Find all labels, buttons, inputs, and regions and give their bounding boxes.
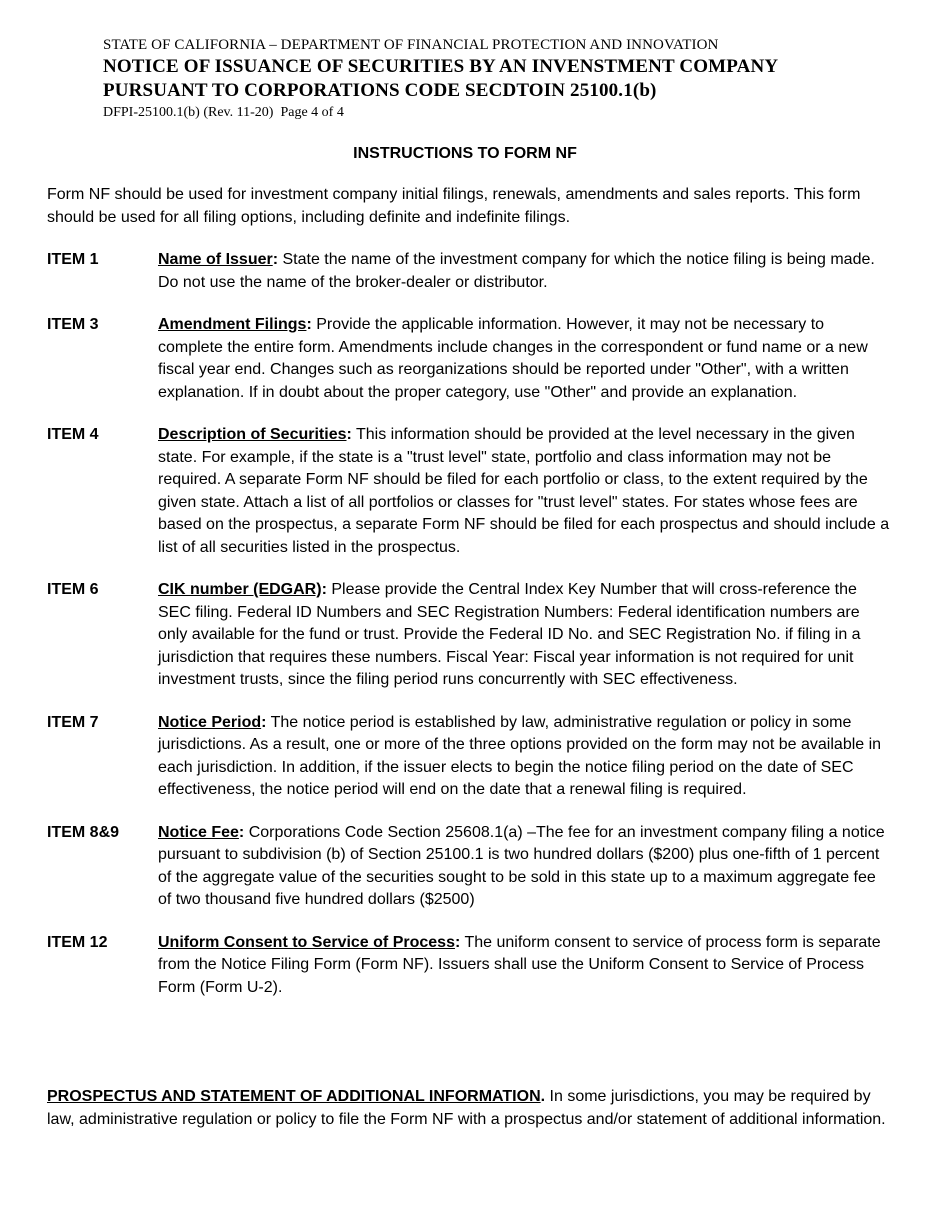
form-title-line-2: PURSUANT TO CORPORATIONS CODE SECDTOIN 25100.1(b) [103,80,657,101]
item-heading-text: CIK number (EDGAR) [158,581,322,598]
item-description: The uniform consent to service of process form is separate from the Notice Filing Form (Form NF). Issuers shall use the Uniform Consent to Service of Process Form (Form U-2). [158,933,881,996]
item-body [158,579,892,692]
item-label: ITEM 6 [47,581,99,598]
item-description: The notice period is established by law, administrative regulation or policy in some jurisdictions. As a result, one or more of the three options provided on the form may not be available in each jurisdiction. In addition, if the issuer elects to begin the notice filing period on the date of SEC effectiveness, the notice period will end on the date that a renewal filing is required. [158,713,882,798]
item-label: ITEM 3 [47,316,99,333]
item-description: State the name of the investment company for which the notice filing is being made. Do not use the name of the broker-dealer or distributor. [158,251,875,291]
item-label: ITEM 12 [47,933,108,951]
item-body [158,932,892,1000]
item-heading: Notice Fee: [158,823,245,841]
prospectus-paragraph [47,1086,887,1131]
item-1 [47,249,892,294]
prospectus-description: In some jurisdictions, you may be required by law, administrative regulation or policy to file the Form NF with a prospectus and/or statement of additional information. [47,1088,886,1128]
item-8-9 [47,822,892,912]
form-title-line-1: NOTICE OF ISSUANCE OF SECURITIES BY AN INVENSTMENT COMPANY [103,56,779,77]
form-id: DFPI-25100.1(b) (Rev. 11-20) [103,105,274,120]
item-heading: Uniform Consent to Service of Process: [158,933,461,951]
agency-name: STATE OF CALIFORNIA – DEPARTMENT OF FINANCIAL PROTECTION AND INNOVATION [103,37,719,53]
item-body [158,822,892,912]
instructions-title: INSTRUCTIONS TO FORM NF [353,145,577,162]
prospectus-heading: PROSPECTUS AND STATEMENT OF ADDITIONAL INFORMATION. [47,1088,546,1105]
item-heading: Description of Securities: [158,426,352,443]
item-description: This information should be provided at the level necessary in the given state. For example, if the state is a "trust level" state, portfolio and class information may not be required. A separate Form NF should be filed for each portfolio or class, to the extent required by the given state. Attach a list of all portfolios or classes for "trust level" states. For states whose fees are based on the prospectus, a separate Form NF should be filed for each prospectus and should include a list of all securities listed in the prospectus. [158,426,890,556]
item-4 [47,424,892,559]
item-heading-text: Notice Fee [158,823,239,841]
item-heading-text: Notice Period [158,713,262,731]
item-heading: Amendment Filings: [158,316,312,333]
items-list [47,249,892,1019]
item-heading-text: Description of Securities [158,426,347,443]
item-3 [47,314,892,404]
item-label: ITEM 1 [47,251,99,268]
item-body [158,424,892,559]
item-heading-text: Uniform Consent to Service of Process [158,933,455,951]
item-body [158,712,892,802]
item-6 [47,579,892,692]
item-label: ITEM 7 [47,713,99,731]
item-12 [47,932,892,1000]
item-heading-text: Name of Issuer [158,251,273,268]
page-info: Page 4 of 4 [280,105,344,120]
item-7 [47,712,892,802]
item-heading: Notice Period: [158,713,267,731]
intro-paragraph: Form NF should be used for investment company initial filings, renewals, amendments and sales reports. This form should be used for all filing options, including definite and indefinite filings. [47,186,861,226]
item-label: ITEM 8&9 [47,823,120,841]
item-body [158,314,892,404]
item-body [158,249,892,294]
item-label: ITEM 4 [47,426,99,443]
item-description: Provide the applicable information. However, it may not be necessary to complete the entire form. Amendments include changes in the correspondent or fund name or a new fiscal year end. Changes such as reorganizations should be reported under "Other", with a written explanation. If in doubt about the proper category, use "Other" and provide an explanation. [158,316,868,401]
form-header [103,36,778,123]
item-heading: CIK number (EDGAR): [158,581,327,598]
item-heading-text: Amendment Filings [158,316,307,333]
item-heading: Name of Issuer: [158,251,279,268]
prospectus-heading-text: PROSPECTUS AND STATEMENT OF ADDITIONAL INFORMATION [47,1088,541,1105]
item-description: Please provide the Central Index Key Number that will cross-reference the SEC filing. Federal ID Numbers and SEC Registration Numbers: Federal identification numbers are only available for the fund or trust. Provide the Federal ID No. and SEC Registration No. if filing in a jurisdiction that requires these numbers. Fiscal Year: Fiscal year information is not required for unit investment trusts, since the filing period runs concurrently with SEC effectiveness. [158,581,861,688]
item-description: Corporations Code Section 25608.1(a) –The fee for an investment company filing a notice pursuant to subdivision (b) of Section 25100.1 is two hundred dollars ($200) plus one-fifth of 1 percent of the aggregate value of the securities sought to be sold in this state up to a maximum aggregate fee of two thousand five hundred dollars ($2500) [158,823,885,908]
form-id-line [103,103,778,123]
